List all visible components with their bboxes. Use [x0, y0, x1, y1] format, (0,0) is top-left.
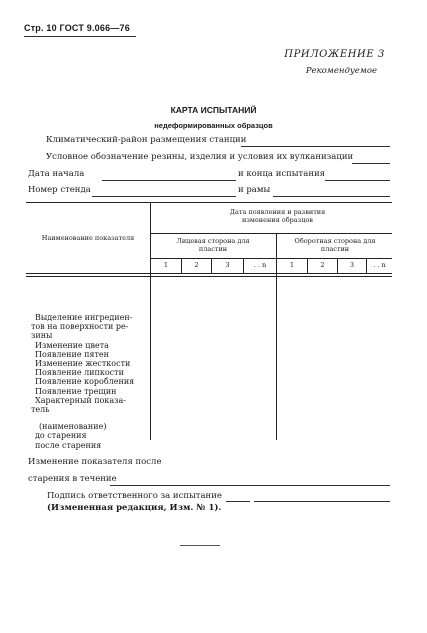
col-number: 3 [349, 261, 355, 269]
row-label: тов на поверхности ре- [31, 322, 129, 332]
table-group-divider [150, 233, 392, 234]
appendix-note: Рекомендуемое [305, 66, 377, 76]
col-number: . . n [373, 261, 386, 269]
signature-field[interactable] [254, 501, 390, 502]
climate-label: Климатический-район размещения станции [46, 135, 247, 145]
document-subtitle: недеформированных образцов [154, 121, 273, 130]
row-label: Изменение жесткости [35, 359, 131, 369]
table-side-divider [150, 258, 392, 259]
document-title: КАРТА ИСПЫТАНИЙ [170, 105, 257, 115]
rubber-field[interactable] [352, 163, 390, 164]
col-number: 1 [289, 261, 295, 269]
page-reference: Стр. 10 ГОСТ 9.066—76 [24, 23, 130, 33]
change-label-line2: старения в течение [28, 474, 117, 484]
table-top-border [26, 202, 392, 203]
closing-divider [180, 545, 220, 546]
col-header-back-side: Оборотная сторона для пластин [294, 237, 376, 253]
end-date-label: и конца испытания [238, 169, 326, 179]
row-label: до старения [35, 431, 87, 441]
row-label: Выделение ингредиен- [35, 313, 133, 322]
start-date-field[interactable] [102, 180, 236, 181]
col-header-date-group: Дата появления и развития изменения образцов [229, 208, 326, 224]
col-header-indicator: Наименование показателя [41, 234, 135, 242]
row-label: тель [31, 405, 50, 415]
rubber-label: Условное обозначение резины, изделия и условия их вулканизации [46, 152, 354, 162]
row-label: Появление коробления [35, 377, 135, 387]
stand-label: Номер стенда [28, 185, 91, 195]
table-header-bottom [26, 273, 392, 274]
stand-number-field[interactable] [92, 196, 236, 197]
aging-duration-field[interactable] [110, 485, 390, 486]
row-label: Характерный показа- [35, 395, 126, 405]
signature-field-short[interactable] [226, 501, 250, 502]
climate-field[interactable] [241, 146, 390, 147]
row-label: Появление пятен [35, 349, 109, 359]
header-underline [24, 36, 136, 37]
appendix-label: ПРИЛОЖЕНИЕ 3 [284, 49, 385, 60]
signature-label: Подпись ответственного за испытание [47, 491, 222, 501]
col-header-face-side: Лицевая сторона для пластин [176, 237, 250, 253]
row-label: (наименование) [39, 422, 107, 432]
row-label: зины [31, 331, 53, 341]
start-date-label: Дата начала [28, 169, 85, 179]
end-date-field[interactable] [325, 180, 390, 181]
row-label: Изменение цвета [35, 340, 109, 350]
col-number: 2 [194, 261, 199, 269]
change-label-line1: Изменение показателя после [28, 457, 162, 467]
col-number: 1 [163, 261, 169, 269]
frame-label: и рамы [238, 185, 271, 195]
amendment-note: (Измененная редакция, Изм. № 1). [47, 503, 222, 513]
indicator-list [31, 313, 155, 450]
row-label: Появление липкости [35, 368, 124, 378]
table-header-bottom-double [26, 276, 392, 277]
col-number: . . n [253, 261, 267, 269]
col-number: 2 [320, 261, 325, 269]
row-label: Появление трещин [35, 386, 117, 396]
row-spacer [31, 414, 155, 422]
row-label: после старения [35, 440, 102, 450]
frame-number-field[interactable] [273, 196, 390, 197]
col-number: 3 [225, 261, 230, 269]
